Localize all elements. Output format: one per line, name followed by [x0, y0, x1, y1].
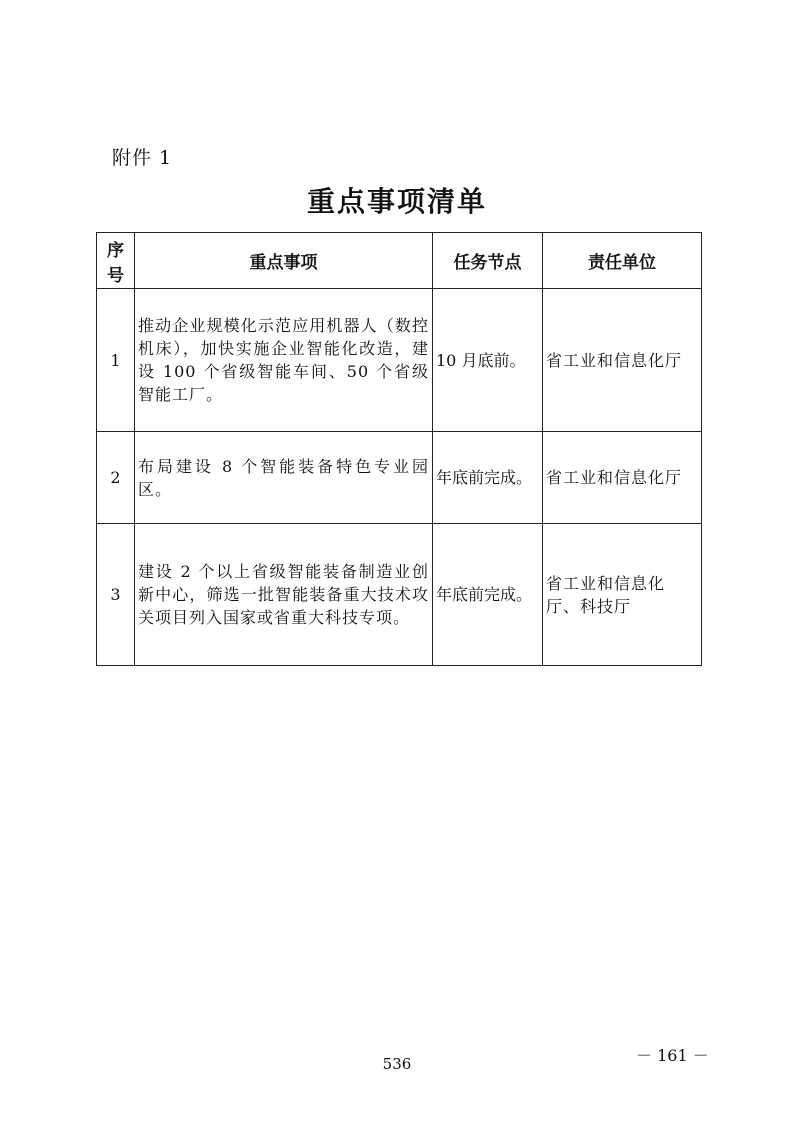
page-marker: － 161 － [636, 1046, 709, 1065]
row-seq: 1 [97, 289, 135, 432]
table-row [97, 289, 702, 432]
row-unit: 省工业和信息化厅 [543, 432, 702, 524]
row-deadline: 10 月底前。 [433, 289, 543, 432]
row-deadline: 年底前完成。 [433, 524, 543, 666]
header-seq: 序号 [97, 233, 135, 289]
table-row [97, 524, 702, 666]
row-unit: 省工业和信息化厅 [543, 289, 702, 432]
row-seq: 2 [97, 432, 135, 524]
attachment-label: 附件 1 [112, 147, 173, 169]
page-number: 536 [382, 1055, 412, 1073]
table-row [97, 432, 702, 524]
row-item: 建设 2 个以上省级智能装备制造业创新中心，筛选一批智能装备重大技术攻关项目列入国家或省重大科技专项。 [135, 524, 433, 666]
row-unit: 省工业和信息化厅、科技厅 [543, 524, 702, 666]
table-header-row [97, 233, 702, 289]
row-seq: 3 [97, 524, 135, 666]
row-item: 布局建设 8 个智能装备特色专业园区。 [135, 432, 433, 524]
header-item: 重点事项 [135, 233, 433, 289]
row-item: 推动企业规模化示范应用机器人（数控机床），加快实施企业智能化改造，建设 100 个省级智能车间、50 个省级智能工厂。 [135, 289, 433, 432]
header-deadline: 任务节点 [433, 233, 543, 289]
row-deadline: 年底前完成。 [433, 432, 543, 524]
header-unit: 责任单位 [543, 233, 702, 289]
key-items-table [96, 232, 702, 666]
document-title: 重点事项清单 [306, 185, 487, 218]
